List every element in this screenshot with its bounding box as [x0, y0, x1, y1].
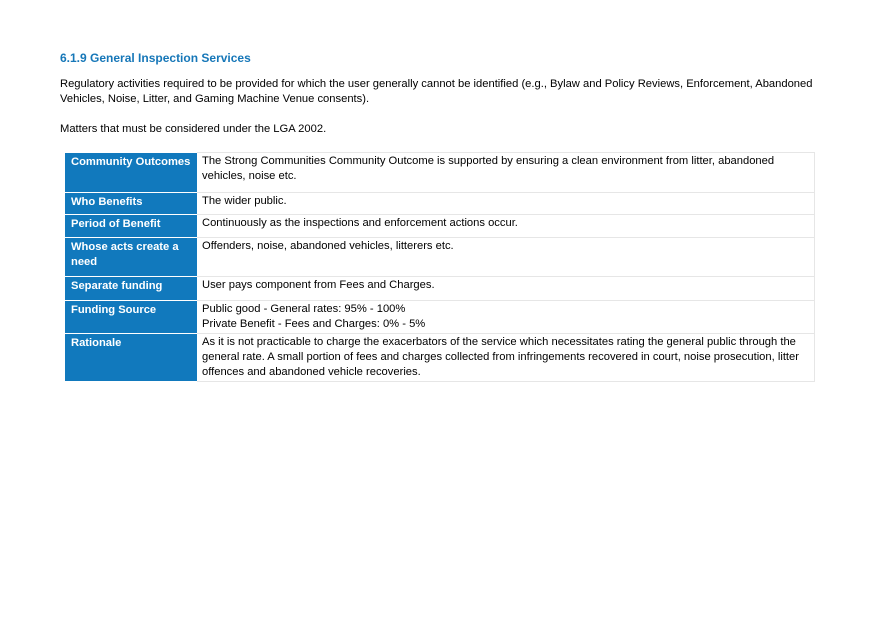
row-label-who-benefits: Who Benefits	[65, 192, 197, 214]
table-row-community-outcomes	[65, 153, 814, 193]
table-row-period-of-benefit	[65, 214, 814, 237]
row-label-rationale: Rationale	[65, 333, 197, 381]
row-value-rationale: As it is not practicable to charge the exacerbators of the service which necessitates rating the general public through the general rate. A small portion of fees and charges collected from infringements recovered in court, noise prosecution, litter offences and abandoned vehicle recoveries.	[197, 333, 814, 381]
row-value-who-benefits: The wider public.	[197, 192, 814, 214]
row-label-separate-funding: Separate funding	[65, 276, 197, 300]
row-label-funding-source: Funding Source	[65, 300, 197, 333]
row-label-period-of-benefit: Period of Benefit	[65, 214, 197, 237]
table-row-whose-acts	[65, 237, 814, 276]
row-label-community-outcomes: Community Outcomes	[65, 153, 197, 193]
row-value-separate-funding: User pays component from Fees and Charges.	[197, 276, 814, 300]
matters-paragraph: Matters that must be considered under the LGA 2002.	[60, 123, 327, 135]
funding-source-public-good: Public good - General rates: 95% - 100%	[202, 302, 406, 315]
row-value-period-of-benefit: Continuously as the inspections and enforcement actions occur.	[197, 214, 814, 237]
section-heading: 6.1.9 General Inspection Services	[60, 51, 251, 65]
table-row-who-benefits	[65, 192, 814, 214]
row-value-funding-source	[197, 300, 814, 333]
intro-paragraph: Regulatory activities required to be provided for which the user generally cannot be identified (e.g., Bylaw and Policy Reviews, Enforcement, Abandoned Vehicles, Noise, Litter, and Gaming Machine Venue consents).	[60, 78, 813, 105]
table-row-funding-source	[65, 300, 814, 333]
table-row-separate-funding	[65, 276, 814, 300]
table-row-rationale	[65, 333, 814, 381]
row-value-community-outcomes: The Strong Communities Community Outcome is supported by ensuring a clean environment from litter, abandoned vehicles, noise etc.	[197, 153, 814, 193]
funding-source-private-benefit: Private Benefit - Fees and Charges: 0% - 5%	[202, 317, 426, 330]
funding-table	[65, 152, 815, 382]
row-value-whose-acts: Offenders, noise, abandoned vehicles, litterers etc.	[197, 237, 814, 276]
row-label-whose-acts: Whose acts create a need	[65, 237, 197, 276]
